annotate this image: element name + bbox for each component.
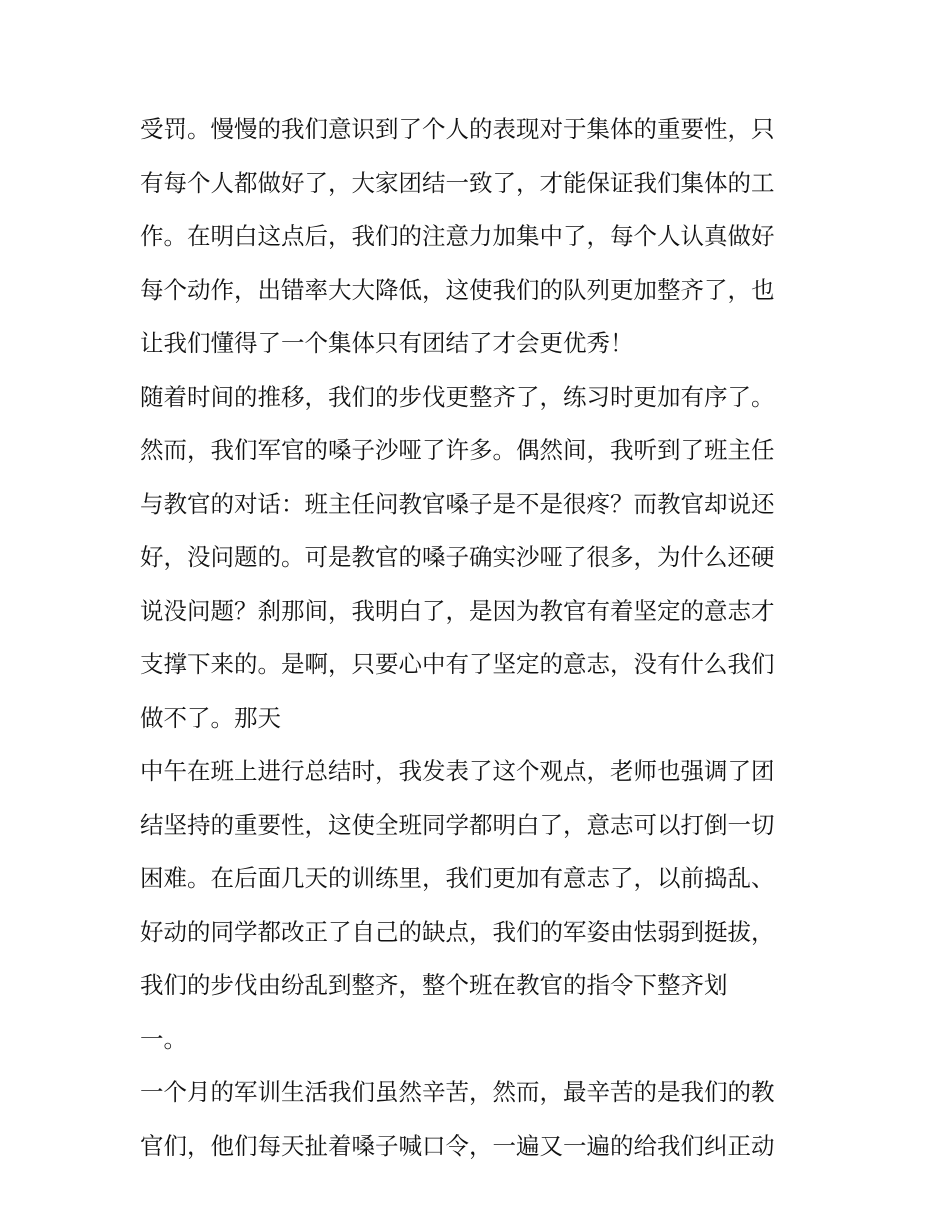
text-line: 与教官的对话：班主任问教官嗓子是不是很疼？而教官却说还 <box>140 489 775 518</box>
text-line: 困难。在后面几天的训练里，我们更加有意志了，以前捣乱、 <box>140 864 775 892</box>
text-line: 说没问题？刹那间，我明白了，是因为教官有着坚定的意志才 <box>140 596 775 625</box>
document-body <box>140 103 820 1173</box>
text-line: 结坚持的重要性，这使全班同学都明白了，意志可以打倒一切 <box>140 810 775 839</box>
text-line: 中午在班上进行总结时，我发表了这个观点，老师也强调了团 <box>140 757 775 785</box>
text-line: 每个动作，出错率大大降低，这使我们的队列更加整齐了，也 <box>140 275 775 304</box>
text-line: 随着时间的推移，我们的步伐更整齐了，练习时更加有序了。 <box>140 382 775 411</box>
text-line: 受罚。慢慢的我们意识到了个人的表现对于集体的重要性，只 <box>140 115 775 143</box>
text-line: 一个月的军训生活我们虽然辛苦，然而，最辛苦的是我们的教 <box>140 1078 775 1106</box>
text-line: 支撑下来的。是啊，只要心中有了坚定的意志，没有什么我们 <box>140 650 775 678</box>
text-line: 有每个人都做好了，大家团结一致了，才能保证我们集体的工 <box>140 168 775 197</box>
text-line: 我们的步伐由纷乱到整齐，整个班在教官的指令下整齐划 <box>140 971 728 999</box>
text-line: 一。 <box>140 1024 187 1053</box>
text-line: 作。在明白这点后，我们的注意力加集中了，每个人认真做好 <box>140 222 775 250</box>
text-line: 好动的同学都改正了自己的缺点，我们的军姿由怯弱到挺拔， <box>140 917 775 946</box>
text-line: 好，没问题的。可是教官的嗓子确实沙哑了很多，为什么还硬 <box>140 543 775 571</box>
text-line: 让我们懂得了一个集体只有团结了才会更优秀！ <box>140 329 634 357</box>
text-line: 做不了。那天 <box>140 703 281 732</box>
text-line: 然而，我们军官的嗓子沙哑了许多。偶然间，我听到了班主任 <box>140 436 775 464</box>
text-line: 官们，他们每天扯着嗓子喊口令，一遍又一遍的给我们纠正动 <box>140 1131 775 1160</box>
